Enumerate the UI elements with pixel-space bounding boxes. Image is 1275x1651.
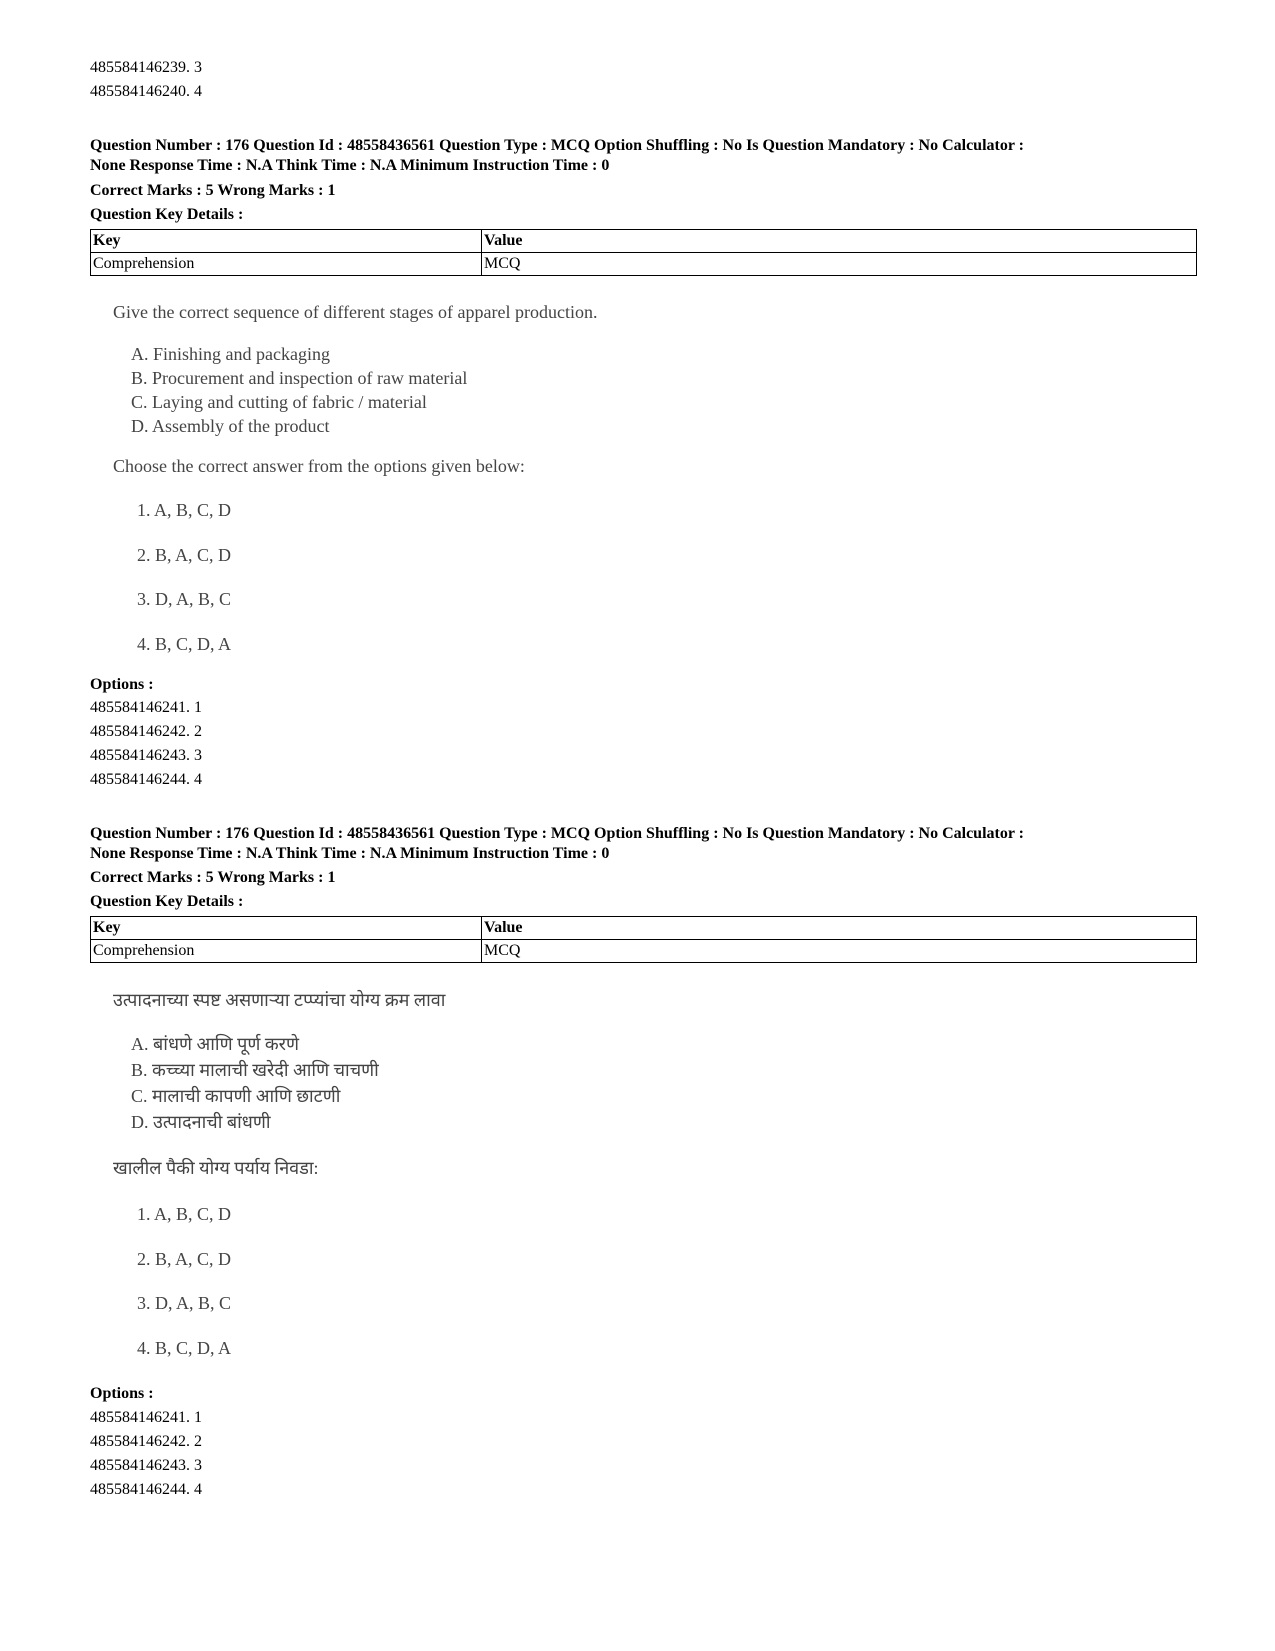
question-choice: 2. B, A, C, D (137, 545, 232, 565)
question-choice: 3. D, A, B, C (137, 1293, 232, 1313)
table-cell-value: MCQ (482, 940, 1197, 963)
question-item: B. कच्च्या मालाची खरेदी आणि चाचणी (131, 1060, 379, 1080)
question-choice: 2. B, A, C, D (137, 1249, 232, 1269)
question-header (90, 136, 1200, 176)
question-choice: 3. D, A, B, C (137, 589, 232, 609)
question-image (105, 988, 705, 1368)
question-prompt: उत्पादनाच्या स्पष्ट असणाऱ्या टप्प्यांचा योग्य क्रम लावा (113, 990, 446, 1010)
question-choice: 1. A, B, C, D (137, 1204, 232, 1224)
option-line: 485584146239. 3 (90, 59, 202, 76)
question-instruction: Choose the correct answer from the options given below: (113, 456, 525, 476)
question-item: A. Finishing and packaging (131, 344, 330, 364)
question-header (90, 824, 1200, 864)
question-key-details-label: Question Key Details : (90, 206, 244, 223)
table-header-key: Key (91, 230, 482, 253)
question-item: C. मालाची कापणी आणि छाटणी (131, 1086, 341, 1106)
option-line: 485584146240. 4 (90, 83, 202, 100)
table-row (91, 940, 1197, 963)
option-line: 485584146241. 1 (90, 1409, 202, 1426)
option-line: 485584146243. 3 (90, 1457, 202, 1474)
question-image (105, 300, 705, 670)
question-header-line: Question Number : 176 Question Id : 48558436561 Question Type : MCQ Option Shuffling : No Is Question Mandatory : No Calculator : (90, 137, 1024, 154)
table-header-key: Key (91, 917, 482, 940)
question-header-line: None Response Time : N.A Think Time : N.A Minimum Instruction Time : 0 (90, 845, 610, 862)
question-item: A. बांधणे आणि पूर्ण करणे (131, 1034, 300, 1054)
options-label: Options : (90, 1385, 154, 1402)
table-row (91, 253, 1197, 276)
table-header-value: Value (482, 230, 1197, 253)
question-key-table (90, 229, 1197, 276)
question-prompt: Give the correct sequence of different stages of apparel production. (113, 302, 598, 322)
option-line: 485584146243. 3 (90, 747, 202, 764)
question-item: D. उत्पादनाची बांधणी (131, 1112, 271, 1132)
table-header-value: Value (482, 917, 1197, 940)
options-label: Options : (90, 676, 154, 693)
question-header-line: None Response Time : N.A Think Time : N.A Minimum Instruction Time : 0 (90, 157, 610, 174)
question-item: C. Laying and cutting of fabric / material (131, 392, 427, 412)
question-key-details-label: Question Key Details : (90, 893, 244, 910)
question-marks: Correct Marks : 5 Wrong Marks : 1 (90, 869, 336, 886)
table-cell-key: Comprehension (91, 940, 482, 963)
question-choice: 1. A, B, C, D (137, 500, 232, 520)
question-key-table (90, 916, 1197, 963)
question-instruction: खालील पैकी योग्य पर्याय निवडा: (113, 1158, 319, 1178)
option-line: 485584146244. 4 (90, 771, 202, 788)
question-choice: 4. B, C, D, A (137, 1338, 232, 1358)
option-line: 485584146241. 1 (90, 699, 202, 716)
table-cell-value: MCQ (482, 253, 1197, 276)
table-header-row (91, 917, 1197, 940)
table-cell-key: Comprehension (91, 253, 482, 276)
option-line: 485584146242. 2 (90, 1433, 202, 1450)
question-header-line: Question Number : 176 Question Id : 48558436561 Question Type : MCQ Option Shuffling : No Is Question Mandatory : No Calculator : (90, 825, 1024, 842)
table-header-row (91, 230, 1197, 253)
question-item: B. Procurement and inspection of raw material (131, 368, 468, 388)
option-line: 485584146242. 2 (90, 723, 202, 740)
question-choice: 4. B, C, D, A (137, 634, 232, 654)
question-marks: Correct Marks : 5 Wrong Marks : 1 (90, 182, 336, 199)
option-line: 485584146244. 4 (90, 1481, 202, 1498)
question-item: D. Assembly of the product (131, 416, 330, 436)
